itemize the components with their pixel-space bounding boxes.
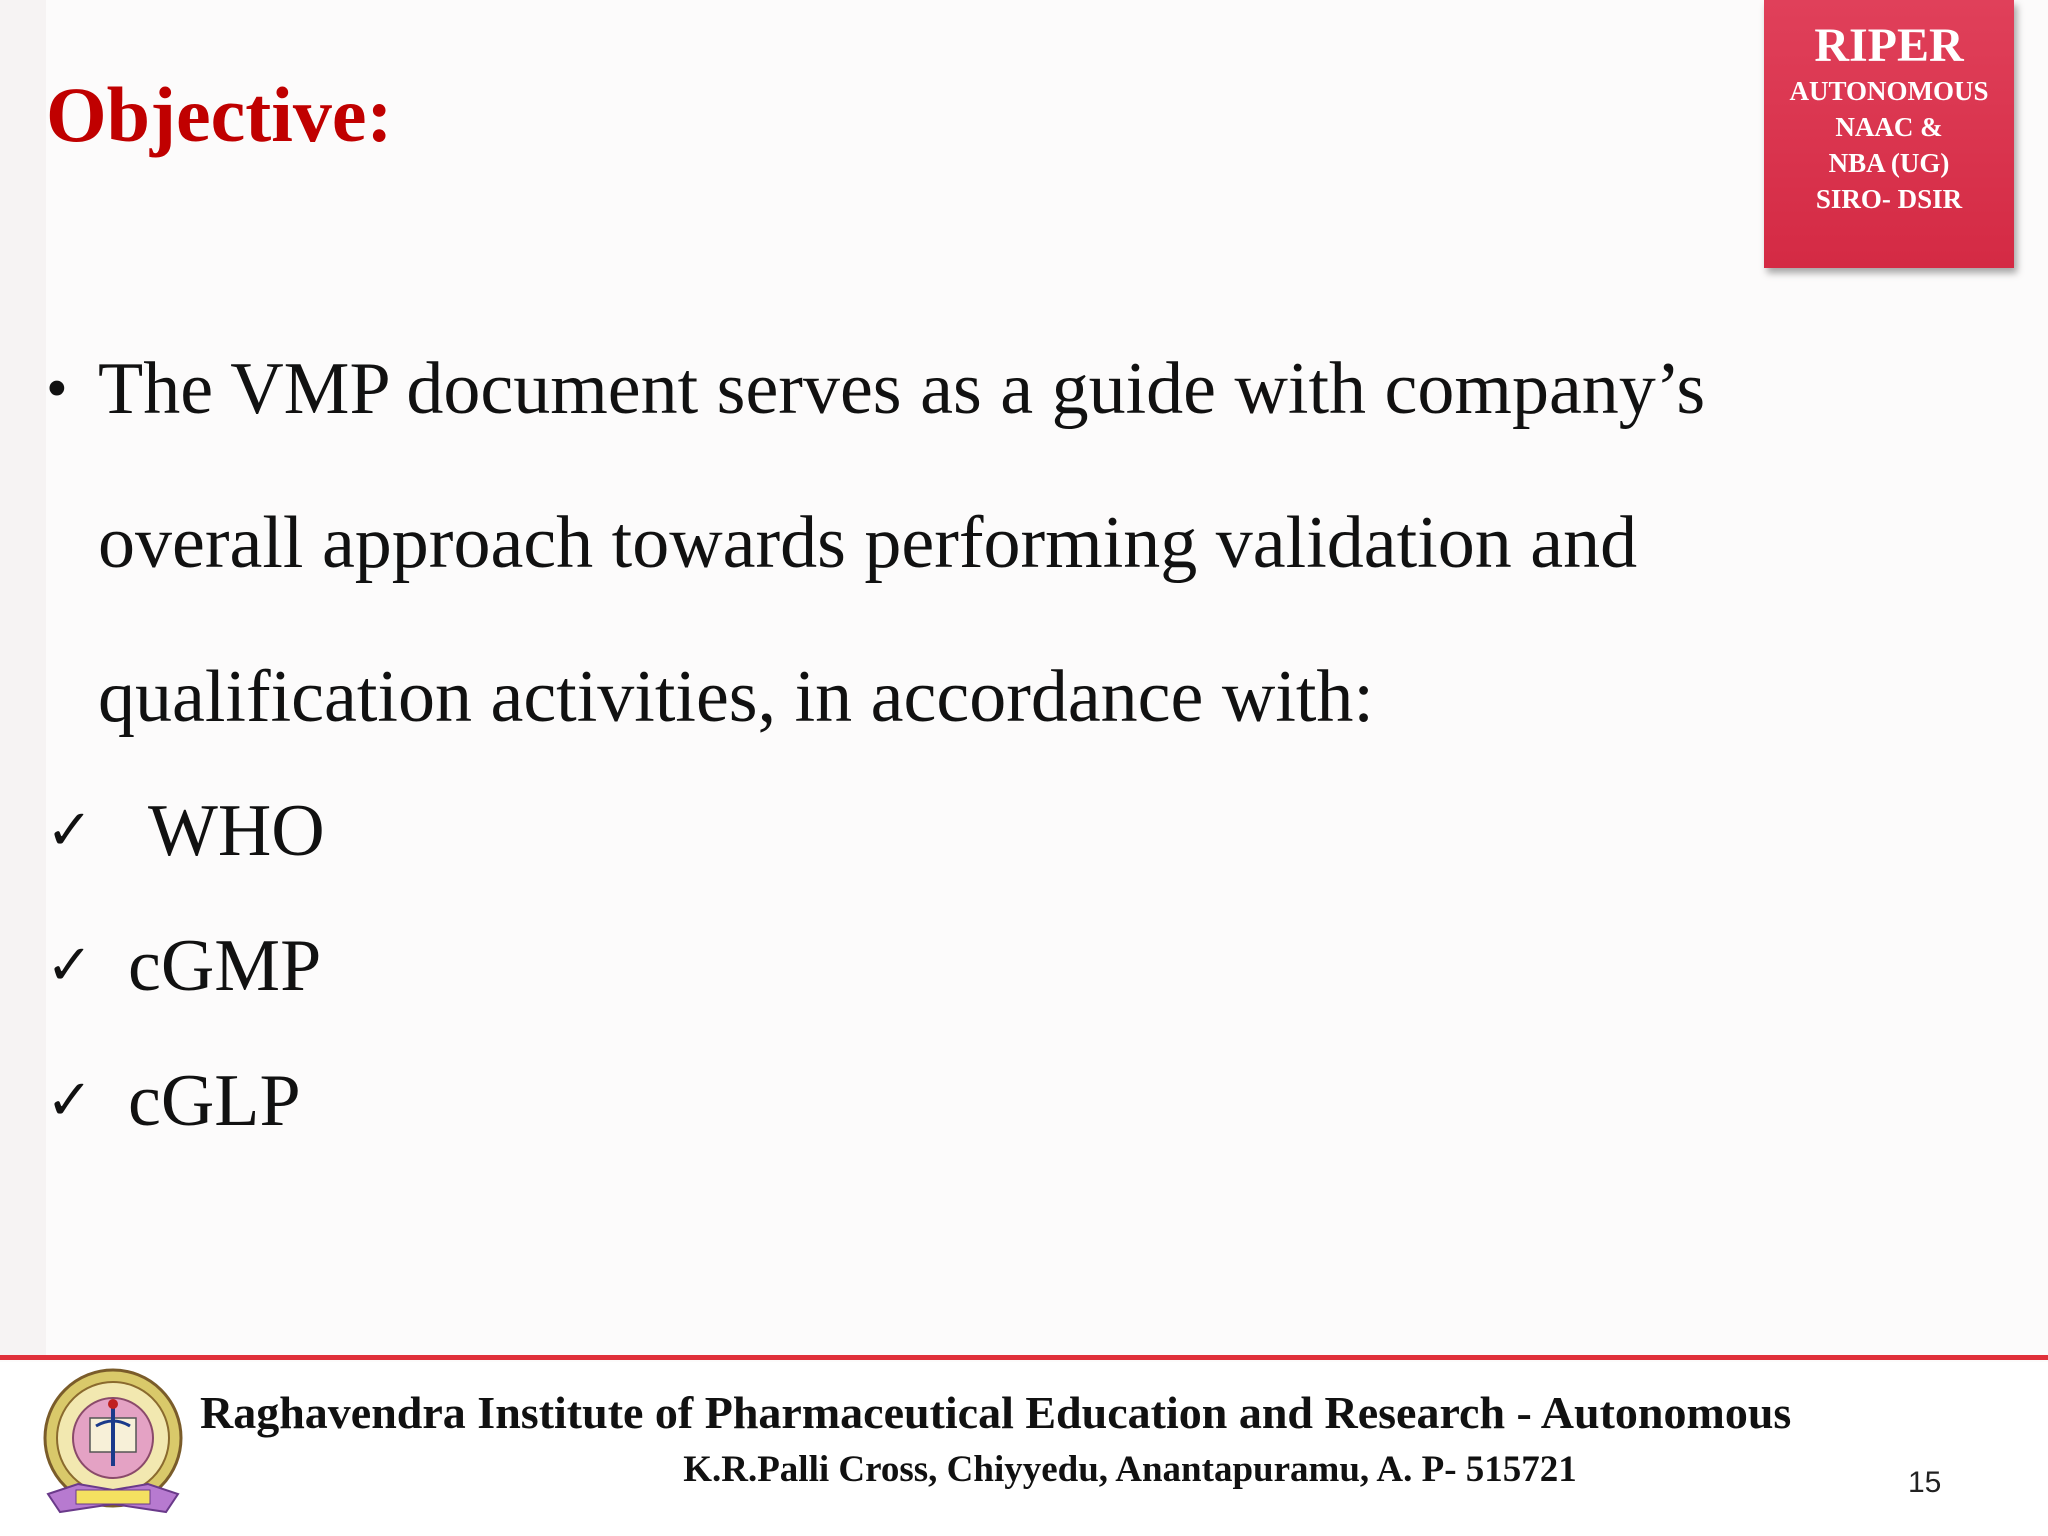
left-margin-strip [0,0,46,1355]
checklist [46,764,1846,1169]
slide-body [46,312,1846,1169]
bullet-line-3: qualification activities, in accordance with: [98,656,1374,738]
bullet-line-2: overall approach towards performing validation and [98,502,1638,584]
badge-title: RIPER [1814,19,1964,72]
checkmark-icon: ✓ [46,800,93,862]
badge-line-naac: NAAC & [1835,111,1943,142]
institute-address: K.R.Palli Cross, Chiyyedu, Anantapuramu, A. P- 515721 [683,1449,1577,1490]
badge-line-siro: SIRO- DSIR [1815,183,1963,214]
bullet-paragraph [46,312,1846,774]
checklist-item [46,764,1846,899]
bullet-line-1: The VMP document serves as a guide with company’s [98,348,1706,430]
institute-name: Raghavendra Institute of Pharmaceutical Education and Research - Autonomous [200,1387,1792,1438]
checkmark-icon: ✓ [46,935,93,997]
badge-line-nba: NBA (UG) [1828,147,1950,178]
checklist-item-label: cGMP [128,925,322,1007]
footer-rule [0,1355,2048,1360]
checklist-item-label: cGLP [128,1060,301,1142]
badge-line-autonomous: AUTONOMOUS [1789,75,1989,106]
checklist-item-label: WHO [148,790,325,872]
institute-emblem-logo [38,1366,188,1526]
accreditation-badge [1764,0,2014,268]
checkmark-icon: ✓ [46,1070,93,1132]
checklist-item [46,899,1846,1034]
slide-title: Objective: [46,71,393,158]
page-number: 15 [1908,1466,1942,1499]
checklist-item [46,1034,1846,1169]
bullet-dot-icon: • [46,355,68,423]
